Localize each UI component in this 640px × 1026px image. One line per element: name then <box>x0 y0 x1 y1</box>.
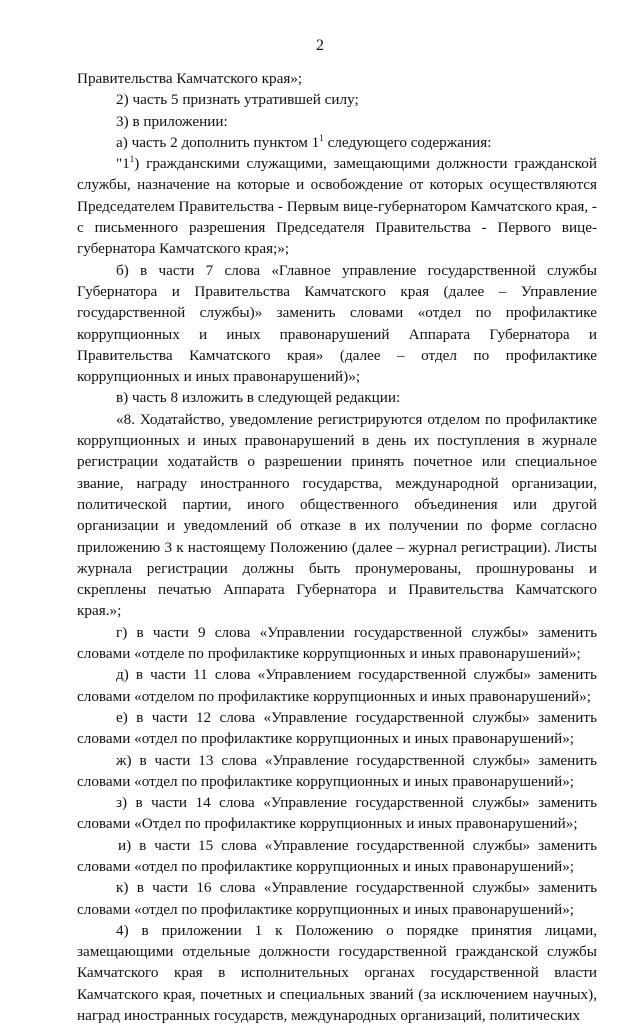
paragraph-text: "1 <box>116 155 130 173</box>
document-body <box>77 68 597 1026</box>
paragraph-quoted-point <box>77 153 597 259</box>
paragraph-item-3g: г) в части 9 слова «Управлении государственной службы» заменить словами «отделе по профилактике коррупционных и иных правонарушений»; <box>77 623 597 663</box>
paragraph-item-3z: з) в части 14 слова «Управление государственной службы» заменить словами «Отдел по профилактике коррупционных и иных правонарушений»; <box>77 794 597 833</box>
paragraph-item-3: 3) в приложении: <box>116 112 228 130</box>
paragraph-item-3i: и) в части 15 слова «Управление государственной службы» заменить словами «отдел по профилактике коррупционных и иных правонарушений»; <box>77 836 597 875</box>
paragraph-quoted-part-8: «8. Ходатайство, уведомление регистрируются отделом по профилактике коррупционных и иных правонарушений в день их поступления в журнале регистрации ходатайств о разрешении принять почетное или специальное звание, награду иностранного государства, международной организации, политической партии, иного общественного объединения или другой организации и уведомлений об отказе в их получении по форме согласно приложению 3 к настоящему Положению (далее – журнал регистрации). Листы журнала регистрации должны быть пронумерованы, прошнурованы и скреплены печатью Аппарата Губернатора и Правительства Камчатского края.»; <box>77 410 597 620</box>
paragraph-item-4: 4) в приложении 1 к Положению о порядке принятия лицами, замещающими отдельные должности государственной гражданской службы Камчатского края в исполнительных органах государственной власти Камчатского края, почетных и специальных званий (за исключением научных), наград иностранных государств, международных организаций, политических <box>77 921 597 1025</box>
paragraph-text: следующего содержания: <box>323 133 492 151</box>
paragraph-item-3v: в) часть 8 изложить в следующей редакции: <box>116 389 401 407</box>
paragraph-text: ) гражданскими служащими, замещающими должности гражданской службы, назначение на которые и освобождение от которых осуществляются Председателем Правительства - Первым вице-губернатором Камчатского края, - с письменного разрешения Председателя Правительства - Первого вице-губернатора Камчатского края;»; <box>77 155 597 258</box>
paragraph-item-3b: б) в части 7 слова «Главное управление государственной службы Губернатора и Правительства Камчатского края (далее – Управление государственной службы)» заменить словами «отдел по профилактике коррупционных и иных правонарушений Аппарата Губернатора и Правительства Камчатского края» (далее – отдел по профилактике коррупционных и иных правонарушений)»; <box>77 261 597 386</box>
page-number: 2 <box>316 37 324 54</box>
paragraph-text: а) часть 2 дополнить пунктом 1 <box>116 133 320 151</box>
superscript: 1 <box>319 132 324 143</box>
paragraph-item-3a <box>77 132 597 153</box>
paragraph-item-3k: к) в части 16 слова «Управление государственной службы» заменить словами «отдел по профилактике коррупционных и иных правонарушений»; <box>77 879 597 918</box>
superscript: 1 <box>129 154 135 165</box>
paragraph-item-3zh: ж) в части 13 слова «Управление государственной службы» заменить словами «отдел по профилактике коррупционных и иных правонарушений»; <box>77 751 597 790</box>
paragraph-item-3d: д) в части 11 слова «Управлением государственной службы» заменить словами «отделом по профилактике коррупционных и иных правонарушений»; <box>77 666 597 705</box>
paragraph-continuation: Правительства Камчатского края»; <box>77 70 303 87</box>
paragraph-item-2: 2) часть 5 признать утратившей силу; <box>116 91 359 109</box>
paragraph-item-3e: е) в части 12 слова «Управление государственной службы» заменить словами «отдел по профилактике коррупционных и иных правонарушений»; <box>77 708 597 748</box>
